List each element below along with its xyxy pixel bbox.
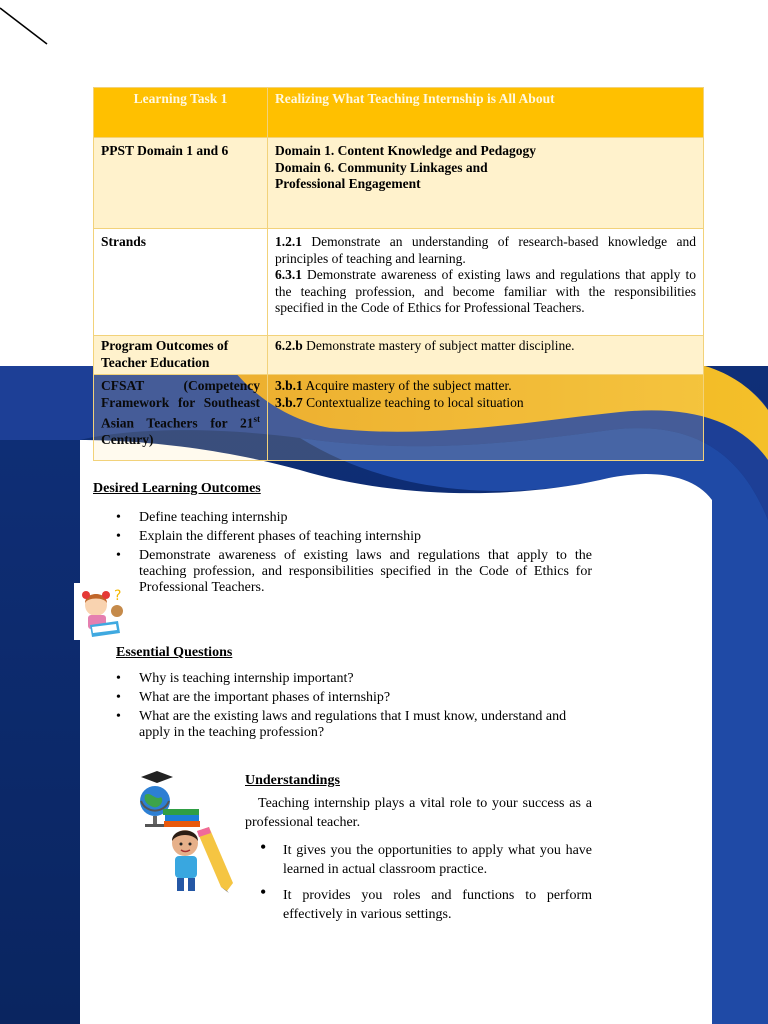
cfsat-3-b-7-code: 3.b.7 bbox=[275, 394, 303, 410]
domain-6-text: Domain 6. Community Linkages and Professional Engagement bbox=[275, 159, 488, 191]
table-row-program-outcomes bbox=[94, 336, 704, 375]
list-item: • It provides you roles and functions to perform effectively in various settings. bbox=[260, 886, 592, 924]
ppst-domains bbox=[268, 138, 704, 229]
list-item: • What are the existing laws and regulations that I must know, understand and apply in the teaching profession? bbox=[116, 709, 592, 741]
program-outcome-text: Demonstrate mastery of subject matter discipline. bbox=[302, 338, 575, 353]
strands-label: Strands bbox=[94, 229, 268, 336]
cfsat-label-main: CFSAT (Competency Framework for Southeast Asian Teachers for 21 bbox=[101, 378, 260, 431]
understandings-list bbox=[260, 841, 592, 931]
learning-task-table bbox=[93, 87, 704, 461]
desired-outcomes-heading: Desired Learning Outcomes bbox=[93, 481, 261, 496]
understandings-heading: Understandings bbox=[245, 773, 340, 788]
list-item: • Define teaching internship bbox=[116, 510, 592, 526]
table-row-strands bbox=[94, 229, 704, 336]
strand-1-2-1-text: Demonstrate an understanding of research-based knowledge and principles of teaching and learning. bbox=[275, 234, 696, 266]
ppst-label-text: PPST Domain 1 and 6 bbox=[101, 143, 229, 158]
essential-questions-list bbox=[116, 671, 592, 744]
boy-with-pencil-illustration bbox=[163, 823, 235, 893]
corner-line-decoration bbox=[0, 0, 60, 60]
table-row-cfsat bbox=[94, 375, 704, 461]
list-item: • Demonstrate awareness of existing laws and regulations that apply to the teaching profession, and responsibilities specified in the Code of Ethics for Professional Teachers. bbox=[116, 548, 592, 596]
table-header-row bbox=[94, 88, 704, 138]
program-outcomes-label: Program Outcomes of Teacher Education bbox=[94, 336, 268, 375]
desired-outcomes-list bbox=[116, 510, 592, 599]
program-outcomes-content bbox=[268, 336, 704, 375]
cfsat-content bbox=[268, 375, 704, 461]
cfsat-3-b-1-code: 3.b.1 bbox=[275, 378, 303, 393]
girl-reading-illustration bbox=[74, 583, 130, 640]
essential-questions-heading: Essential Questions bbox=[116, 645, 233, 660]
cfsat-label-end: Century) bbox=[101, 432, 154, 447]
globe-books-illustration bbox=[131, 771, 203, 829]
strand-6-3-1-text: Demonstrate awareness of existing laws and regulations that apply to the teaching profession, and become familiar with the responsibilities specified in the Code of Ethics for Professional Teachers. bbox=[275, 267, 696, 315]
svg-text:?: ? bbox=[114, 588, 122, 604]
cfsat-label bbox=[94, 375, 268, 461]
cfsat-3-b-1-text: Acquire mastery of the subject matter. bbox=[302, 378, 512, 393]
strand-6-3-1-code: 6.3.1 bbox=[275, 267, 302, 282]
list-item: • Why is teaching internship important? bbox=[116, 671, 592, 687]
strand-1-2-1-code: 1.2.1 bbox=[275, 234, 302, 249]
list-item: • What are the important phases of internship? bbox=[116, 690, 592, 706]
task-title: Realizing What Teaching Internship is All About bbox=[268, 88, 704, 138]
cfsat-outcome-3-b-7 bbox=[275, 395, 696, 412]
task-label: Learning Task 1 bbox=[94, 88, 268, 138]
cfsat-3-b-7-text: Contextualize teaching to local situation bbox=[302, 394, 524, 410]
strands-content bbox=[268, 229, 704, 336]
ppst-label bbox=[94, 138, 268, 229]
understandings-intro: Teaching internship plays a vital role to your success as a professional teacher. bbox=[245, 796, 592, 830]
table-row-ppst bbox=[94, 138, 704, 229]
cfsat-outcome-3-b-1 bbox=[275, 378, 696, 395]
list-item: • Explain the different phases of teaching internship bbox=[116, 529, 592, 545]
list-item: • It gives you the opportunities to apply what you have learned in actual classroom practice. bbox=[260, 841, 592, 879]
cfsat-label-sup: st bbox=[253, 414, 260, 424]
program-outcome-code: 6.2.b bbox=[275, 338, 303, 353]
domain-1-text: Domain 1. Content Knowledge and Pedagogy bbox=[275, 143, 537, 158]
strand-1-2-1 bbox=[275, 234, 696, 267]
strand-6-3-1 bbox=[275, 267, 696, 317]
